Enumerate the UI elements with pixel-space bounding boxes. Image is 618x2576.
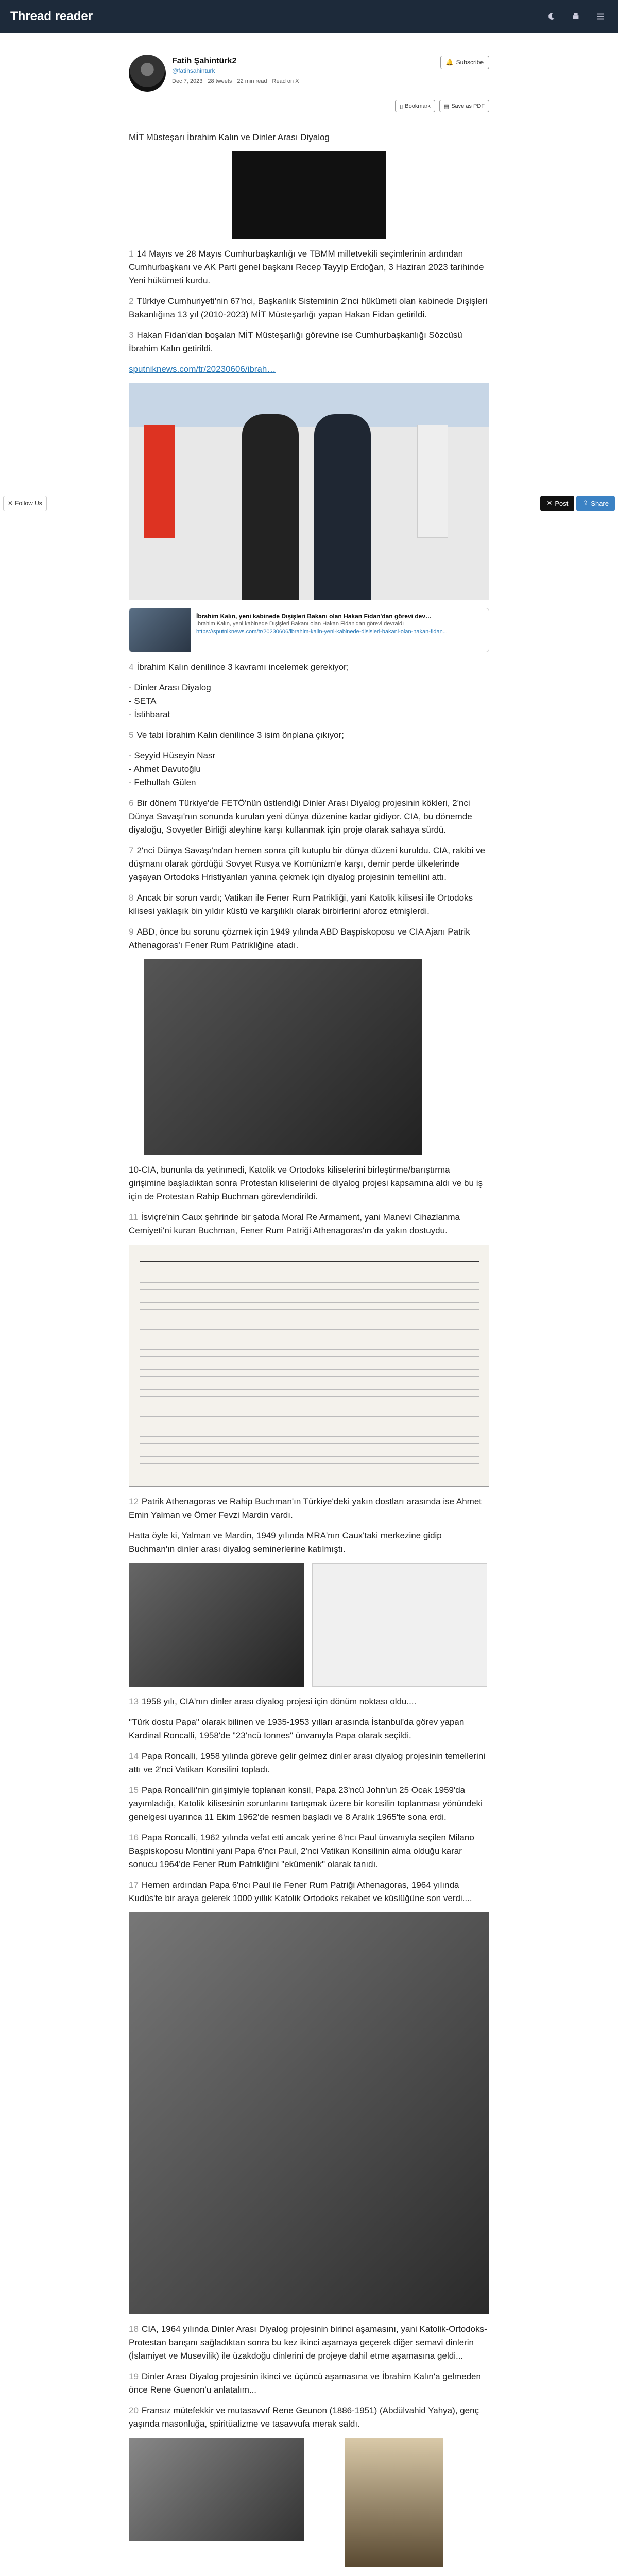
tweet-image-text-scan[interactable] [312,1563,487,1687]
author-handle[interactable]: @fatihsahinturk [172,67,215,74]
print-icon[interactable] [569,9,583,24]
post-button[interactable]: ✕ Post [540,496,574,511]
tweet-12b: Hatta öyle ki, Yalman ve Mardin, 1949 yılında MRA'nın Caux'taki merkezine gidip Buchman'ın dinler arası diyalog seminerlerine katılmıştı. [129,1531,442,1554]
moon-icon[interactable] [544,9,558,24]
bell-icon: 🔔 [445,59,454,66]
sputnik-link[interactable]: sputniknews.com/tr/20230606/ibrah… [129,364,276,374]
read-on-x-link[interactable]: Read on X [272,78,299,84]
tweet-12: 12 Patrik Athenagoras ve Rahip Buchman'ın Türkiye'deki yakın dostları arasında ise Ahmet Emin Yalman ve Ömer Fevzi Mardin vardı. [129,1497,482,1520]
tweet-5: 5 Ve tabi İbrahim Kalın denilince 3 isim önplana çıkıyor; [129,730,345,740]
tweet-20: 20 Fransız mütefekkir ve mutasavvıf Rene Geunon (1886-1951) (Abdülvahid Yahya), genç yaşında masonluğa, spiritüalizme ve tasavvufa merak saldı. [129,2405,479,2429]
list-names: - Seyyid Hüseyin Nasr - Ahmet Davutoğlu - Fethullah Gülen [129,751,216,787]
menu-icon[interactable] [593,9,608,24]
follow-us-button[interactable]: ✕ Follow Us [3,496,47,511]
tweet-13: 13 1958 yılı, CIA'nın dinler arası diyalog projesi için dönüm noktası oldu.... [129,1697,417,1706]
author-header [129,33,489,95]
tweet-17: 17 Hemen ardından Papa 6'ncı Paul ile Fener Rum Patriği Athenagoras, 1964 yılında Kudüs'te bir araya gelerek 1000 yıllık Katolik Ortodoks rekabet ve küslüğüne son verdi.... [129,1880,472,1903]
thread-column [129,33,489,2429]
avatar[interactable] [129,55,166,92]
top-bar [0,0,618,33]
tweet-image-pope-patriarch[interactable] [129,1912,489,2314]
x-logo-icon: ✕ [546,499,553,507]
thread-meta [172,78,299,84]
bookmark-button[interactable]: ▯ Bookmark [395,100,435,112]
tweet-1: 1 14 Mayıs ve 28 Mayıs Cumhurbaşkanlığı ve TBMM milletvekili seçimlerinin ardından Cumhurbaşkanı ve AK Parti genel başkanı Recep Tayyip Erdoğan, 3 Haziran 2023 tarihinde Yeni hükümeti kurdu. [129,249,484,285]
image-pair [129,1563,489,1687]
tweet-image-handshake[interactable] [129,383,489,600]
tweet-18: 18 CIA, 1964 yılında Dinler Arası Diyalog projesinin birinci aşamasını, yani Katolik-Ortodoks-Protestan barışını sağladıktan sonra bu kez ikinci aşamaya geçerek diğer semavi dinlerin (İslamiyet ve Musevilik) ile üzakdoğu dinlerini de projeye dahil etme aşamasına geldi... [129,2324,487,2361]
image-pair-guenon [129,2438,489,2567]
tweet-count: 28 tweets [208,78,232,84]
tweet-14: 14 Papa Roncalli, 1958 yılında göreve gelir gelmez dinler arası diyalog projesinin temellerini attı ve 2'nci Vatikan Konsilini topladı. [129,1751,486,1774]
bookmark-icon: ▯ [400,103,403,110]
tweet-19: 19 Dinler Arası Diyalog projesinin ikinci ve üçüncü aşamasına ve İbrahim Kalın'a gelmeden önce Rene Guenon'u anlatalım... [129,2371,481,2395]
read-time: 22 min read [237,78,267,84]
thread-date: Dec 7, 2023 [172,78,203,84]
share-icon: ⇪ [582,499,589,507]
tweet-8: 8 Ancak bir sorun vardı; Vatikan ile Fener Rum Patrikliği, yani Katolik kilisesi ile Ortodoks kilisesi yaklaşık bin yıldır küstü ve karşılıklı olarak birbirlerini aforoz etmişlerdi. [129,893,473,916]
link-preview-card[interactable]: İbrahim Kalın, yeni kabinede Dışişleri Bakanı olan Hakan Fidan'dan görevi dev… İbrahim Kalın, yeni kabinede Dışişleri Bakanı olan Hakan Fidan'dan görevi devraldı https://sputniknews.com/tr/20230606/ibrahim-kalin-yeni-kabinede-disisleri-bakani-olan-hakan-fidan... [129,608,489,652]
tweet-image-athenagoras[interactable] [144,959,422,1155]
list-concepts: - Dinler Arası Diyalog - SETA - İstihbarat [129,683,211,719]
save-pdf-button[interactable]: ▤ Save as PDF [439,100,489,112]
tweet-7: 7 2'nci Dünya Savaşı'ndan hemen sonra çift kutuplu bir dünya düzeni kuruldu. CIA, rakibi ve düşmanı olarak gördüğü Sovyet Rusya ve Komünizm'e karşı, demir perde ülkelerinde yaşayan Ortodoks Hristiyanları yanına çekmek için diyalog projesinin temellini attı. [129,845,485,882]
pdf-icon: ▤ [443,103,450,110]
tweet-6: 6 Bir dönem Türkiye'de FETÖ'nün üstlendiği Dinler Arası Diyalog projesinin kökleri, 2'nci Dünya Savaşı'nın sonunda kurulan yeni dünya düzenine kadar gidiyor. CIA, bu dönemde diyaloğu, Sovyetler Birliği aleyhine karşı kullanmak için proje olarak sahaya sürdü. [129,798,472,835]
thread-actions [395,100,489,112]
tweet-11: 11 İsviçre'nin Caux şehrinde bir şatoda Moral Re Armament, yani Manevi Cihazlanma Cemiyeti'ni kuran Buchman, Fener Rum Patriği Athenagoras'ın da yakın dostuydu. [129,1212,460,1235]
tweet-13b: "Türk dostu Papa" olarak bilinen ve 1935-1953 yılları arasında İstanbul'da görev yapan Kardinal Roncalli, 1958'de "23'ncü Ionnes" ünvanıyla Papa olarak seçildi. [129,1717,465,1740]
share-button[interactable]: ⇪ Share [576,496,615,511]
link-preview-thumbnail [129,608,191,652]
subscribe-button[interactable]: 🔔 Subscribe [440,56,489,69]
tweet-4: 4 İbrahim Kalın denilince 3 kavramı incelemek gerekiyor; [129,662,349,672]
tweet-10: 10-CIA, bununla da yetinmedi, Katolik ve Ortodoks kiliselerini birleştirme/barıştırma girişimine başladıktan sonra Protestan kiliselerini de diyalog projesi kapsamına aldı ve bu iş için de Protestan Rahip Buchman görevlendirildi. [129,1165,483,1201]
tweet-16: 16 Papa Roncalli, 1962 yılında vefat etti ancak yerine 6'ncı Paul ünvanıyla seçilen Milano Başpiskoposu Montini yani Papa 6'ncı Paul, 2'nci Vatikan Konsilinin alma olduğu karar sonucu 1964'de Fener Rum Patrikliğini "ekümenik" olarak tanıdı. [129,1833,474,1869]
tweet-image-guenon-desk[interactable] [129,2438,304,2541]
tweet-9: 9 ABD, önce bu sorunu çözmek için 1949 yılında ABD Başpiskoposu ve CIA Ajanı Patrik Athenagoras'ı Fener Rum Patrikliğine atadı. [129,927,470,950]
share-bar [540,496,615,511]
tweet-image-group-photo[interactable] [129,1563,304,1687]
tweet-image-guenon-portrait[interactable] [345,2438,443,2567]
top-icons [544,9,608,24]
tweet-15: 15 Papa Roncalli'nin girişimiyle toplanan konsil, Papa 23'ncü John'un 25 Ocak 1959'da yayımladığı, Katolik kilisesinin sorunlarını tartışmak üzere bir konsilin toplanması yönündeki genelgesi uyarınca 11 Ekim 1962'de resmen başladı ve 8 Aralık 1965'te sona erdi. [129,1785,483,1822]
x-logo-icon: ✕ [8,500,13,507]
tweet-2: 2 Türkiye Cumhuriyeti'nin 67'nci, Başkanlık Sisteminin 2'nci hükümeti olan kabinede Dışişleri Bakanlığına 13 yıl (2010-2023) MİT Müsteşarlığı yapan Hakan Fidan getirildi. [129,296,488,319]
tweet-image-portrait[interactable] [232,151,386,239]
thread-title: MİT Müsteşarı İbrahim Kalın ve Dinler Arası Diyalog [129,132,330,142]
author-name[interactable]: Fatih Şahintürk2 [172,57,237,65]
brand-logo[interactable]: Thread reader [10,9,93,23]
thread-body [129,131,489,2576]
tweet-image-document[interactable] [129,1245,489,1487]
tweet-3: 3 Hakan Fidan'dan boşalan MİT Müsteşarlığı görevine ise Cumhurbaşkanlığı Sözcüsü İbrahim Kalın getirildi. [129,330,462,353]
